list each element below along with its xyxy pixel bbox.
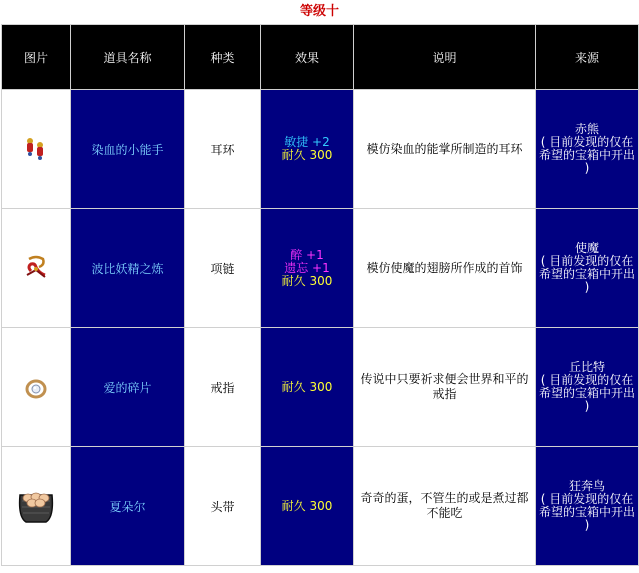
item-description: 模仿使魔的翅膀所作成的首饰 xyxy=(354,209,536,328)
item-effect xyxy=(261,328,354,447)
header-effect: 效果 xyxy=(261,25,354,90)
item-type: 耳环 xyxy=(185,90,261,209)
table-row xyxy=(2,328,639,447)
source-note: ( 目前发现的仅在希望的宝箱中开出 ) xyxy=(538,254,635,294)
item-source xyxy=(536,328,639,447)
necklace-icon xyxy=(4,253,68,283)
ring-icon xyxy=(4,374,68,400)
earring-icon xyxy=(4,135,68,163)
item-effect xyxy=(261,209,354,328)
item-source xyxy=(536,90,639,209)
source-note: ( 目前发现的仅在希望的宝箱中开出 ) xyxy=(538,373,635,413)
item-description: 奇奇的蛋，不管生的或是煮过都不能吃 xyxy=(354,447,536,566)
table-row xyxy=(2,447,639,566)
source-note: ( 目前发现的仅在希望的宝箱中开出 ) xyxy=(538,492,635,532)
effect-line: 醉 +1 xyxy=(290,247,324,262)
item-description: 模仿染血的能掌所制造的耳环 xyxy=(354,90,536,209)
item-type: 头带 xyxy=(185,447,261,566)
table-row xyxy=(2,209,639,328)
source-name: 丘比特 xyxy=(568,360,605,374)
table-header-row xyxy=(2,25,639,90)
item-name: 爱的碎片 xyxy=(71,328,185,447)
item-source xyxy=(536,447,639,566)
item-name: 波比妖精之炼 xyxy=(71,209,185,328)
item-image-cell xyxy=(2,328,71,447)
header-image: 图片 xyxy=(2,25,71,90)
item-source xyxy=(536,209,639,328)
source-note: ( 目前发现的仅在希望的宝箱中开出 ) xyxy=(538,135,635,175)
source-name: 使魔 xyxy=(574,241,599,255)
item-description: 传说中只要祈求便会世界和平的戒指 xyxy=(354,328,536,447)
item-image-cell xyxy=(2,90,71,209)
item-table xyxy=(1,24,639,566)
effect-line: 耐久 300 xyxy=(281,148,333,162)
item-type: 戒指 xyxy=(185,328,261,447)
effect-line: 耐久 300 xyxy=(281,498,333,513)
table-row xyxy=(2,90,639,209)
item-image-cell xyxy=(2,447,71,566)
effect-line: 耐久 300 xyxy=(281,273,333,288)
header-description: 说明 xyxy=(354,25,536,90)
header-source: 来源 xyxy=(536,25,639,90)
header-type: 种类 xyxy=(185,25,261,90)
item-effect xyxy=(261,447,354,566)
item-type: 项链 xyxy=(185,209,261,328)
source-name: 赤熊 xyxy=(574,122,599,136)
source-name: 狂奔鸟 xyxy=(568,479,605,493)
item-effect xyxy=(261,90,354,209)
item-name: 夏朵尔 xyxy=(71,447,185,566)
header-item-name: 道具名称 xyxy=(71,25,185,90)
page-title: 等级十 xyxy=(299,4,339,19)
effect-line: 耐久 300 xyxy=(281,379,333,394)
egg-basket-icon xyxy=(4,487,68,525)
effect-line: 敏捷 +2 xyxy=(284,135,330,149)
effect-line: 遗忘 +1 xyxy=(284,260,330,275)
item-image-cell xyxy=(2,209,71,328)
item-name: 染血的小能手 xyxy=(71,90,185,209)
